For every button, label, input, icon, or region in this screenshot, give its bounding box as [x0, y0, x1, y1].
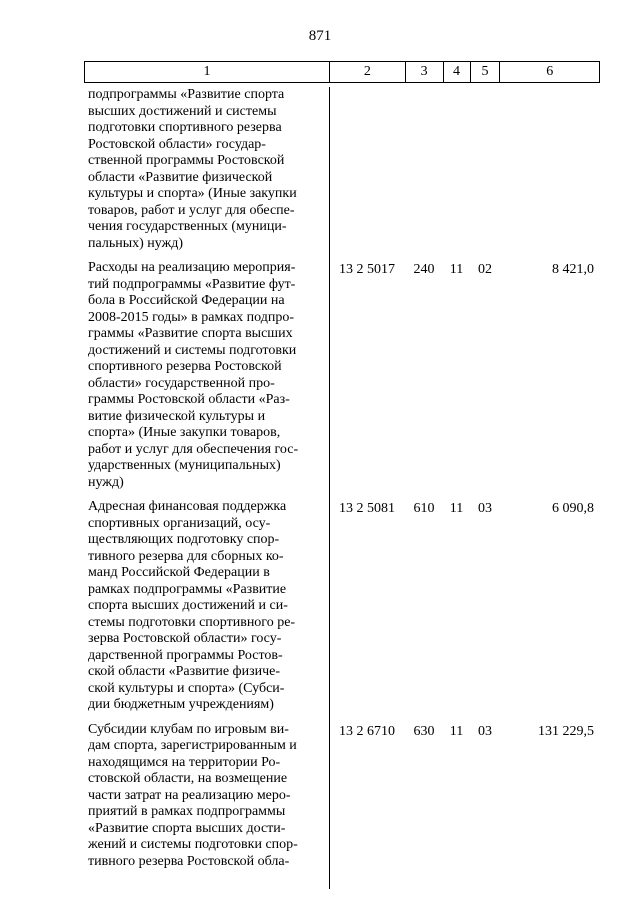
- description-line: 2008-2015 годы» в рамках подпро-: [88, 309, 295, 325]
- description-line: приятий в рамках подпрограммы: [88, 804, 286, 819]
- row-expense-type: 630: [413, 723, 435, 739]
- header-col-1: 1: [203, 64, 211, 79]
- description-line: Субсидии клубам по игровым ви-: [88, 721, 289, 737]
- row-description: [84, 260, 329, 491]
- description-line: подготовки спортивного резерва: [88, 120, 282, 135]
- description-line: дам спорта, зарегистрированным и: [88, 738, 297, 753]
- description-line: подпрограммы «Развитие спорта: [88, 87, 285, 102]
- description-line: нужд): [88, 474, 124, 490]
- table-row: [84, 260, 600, 491]
- row-code: 13 2 5081: [339, 501, 395, 516]
- description-line: Адресная финансовая поддержка: [88, 499, 287, 514]
- header-col-4: 4: [443, 62, 470, 82]
- row-description: [84, 87, 329, 252]
- description-line: дарственной программы Ростов-: [88, 647, 283, 663]
- row-amount: 131 229,5: [538, 723, 594, 739]
- description-line: Расходы на реализацию мероприя-: [88, 260, 296, 275]
- row-code: 13 2 6710: [339, 723, 395, 739]
- description-line: тий подпрограммы «Развитие фут-: [88, 276, 296, 292]
- description-line: тивного резерва Ростовской обла-: [88, 853, 290, 869]
- description-line: товаров, работ и услуг для обеспе-: [88, 202, 295, 218]
- row-description: [84, 499, 329, 714]
- row-section: [443, 87, 470, 252]
- description-line: части затрат на реализацию меро-: [88, 787, 291, 803]
- row-code: 13 2 5017: [339, 262, 395, 277]
- table-body: [84, 87, 600, 870]
- description-line: ской области «Развитие физиче-: [88, 664, 281, 679]
- description-line: культуры и спорта» (Иные закупки: [88, 186, 297, 201]
- description-line: пальных) нужд): [88, 235, 184, 251]
- description-line: граммы Ростовской области «Раз-: [88, 392, 290, 407]
- table-row: [84, 87, 600, 252]
- column-divider: [329, 87, 330, 889]
- description-line: стовской области, на возмещение: [88, 771, 288, 786]
- table-header: [84, 61, 600, 83]
- description-line: тивного резерва для сборных ко-: [88, 548, 284, 564]
- description-line: области» государственной про-: [88, 375, 275, 391]
- description-line: дии бюджетным учреждениям): [88, 697, 274, 712]
- description-line: манд Российской Федерации в: [88, 565, 270, 580]
- header-col-6: 6: [499, 62, 599, 82]
- description-line: области «Развитие физической: [88, 169, 273, 185]
- header-col-3: 3: [405, 62, 443, 82]
- row-expense-type: 610: [413, 501, 435, 516]
- description-line: спортивного резерва Ростовской: [88, 359, 282, 374]
- row-code: [329, 87, 405, 252]
- description-line: Ростовской области» государ-: [88, 136, 266, 152]
- row-amount: [500, 87, 600, 252]
- row-amount: 8 421,0: [552, 262, 594, 277]
- header-col-5: 5: [470, 62, 500, 82]
- row-subsection: [470, 87, 500, 252]
- row-subsection: 03: [478, 501, 492, 516]
- description-line: зерва Ростовской области» госу-: [88, 631, 282, 646]
- description-line: ской культуры и спорта» (Субси-: [88, 680, 285, 696]
- row-subsection: 02: [478, 262, 492, 277]
- description-line: бола в Российской Федерации на: [88, 293, 285, 308]
- description-line: рамках подпрограммы «Развитие: [88, 581, 287, 597]
- description-line: спорта высших достижений и си-: [88, 598, 288, 613]
- description-line: достижений и системы подготовки: [88, 342, 297, 358]
- description-line: высших достижений и системы: [88, 103, 277, 119]
- description-line: граммы «Развитие спорта высших: [88, 326, 293, 341]
- page-number: 871: [308, 28, 332, 44]
- description-line: ственной программы Ростовской: [88, 153, 285, 168]
- description-line: чения государственных (муници-: [88, 219, 287, 234]
- row-expense-type: 240: [413, 262, 435, 277]
- description-line: ударственных (муниципальных): [88, 458, 281, 473]
- row-section: 11: [449, 723, 464, 739]
- description-line: стемы подготовки спортивного ре-: [88, 614, 296, 630]
- description-line: работ и услуг для обеспечения гос-: [88, 441, 299, 457]
- header-col-2: 2: [329, 62, 405, 82]
- description-line: ществляющих подготовку спор-: [88, 532, 280, 547]
- row-section: 11: [449, 262, 464, 277]
- table-row: [84, 499, 600, 714]
- budget-table: [84, 61, 600, 870]
- description-line: жений и системы подготовки спор-: [88, 837, 298, 852]
- row-subsection: 03: [478, 723, 492, 739]
- row-section: 11: [449, 501, 464, 516]
- row-expense-type: [405, 87, 443, 252]
- table-row: [84, 722, 600, 871]
- row-amount: 6 090,8: [552, 501, 594, 516]
- description-line: находящимся на территории Ро-: [88, 754, 281, 770]
- row-description: [84, 722, 329, 871]
- description-line: витие физической культуры и: [88, 408, 266, 424]
- description-line: «Развитие спорта высших дости-: [88, 820, 286, 836]
- description-line: спортивных организаций, осу-: [88, 515, 271, 531]
- description-line: спорта» (Иные закупки товаров,: [88, 425, 281, 440]
